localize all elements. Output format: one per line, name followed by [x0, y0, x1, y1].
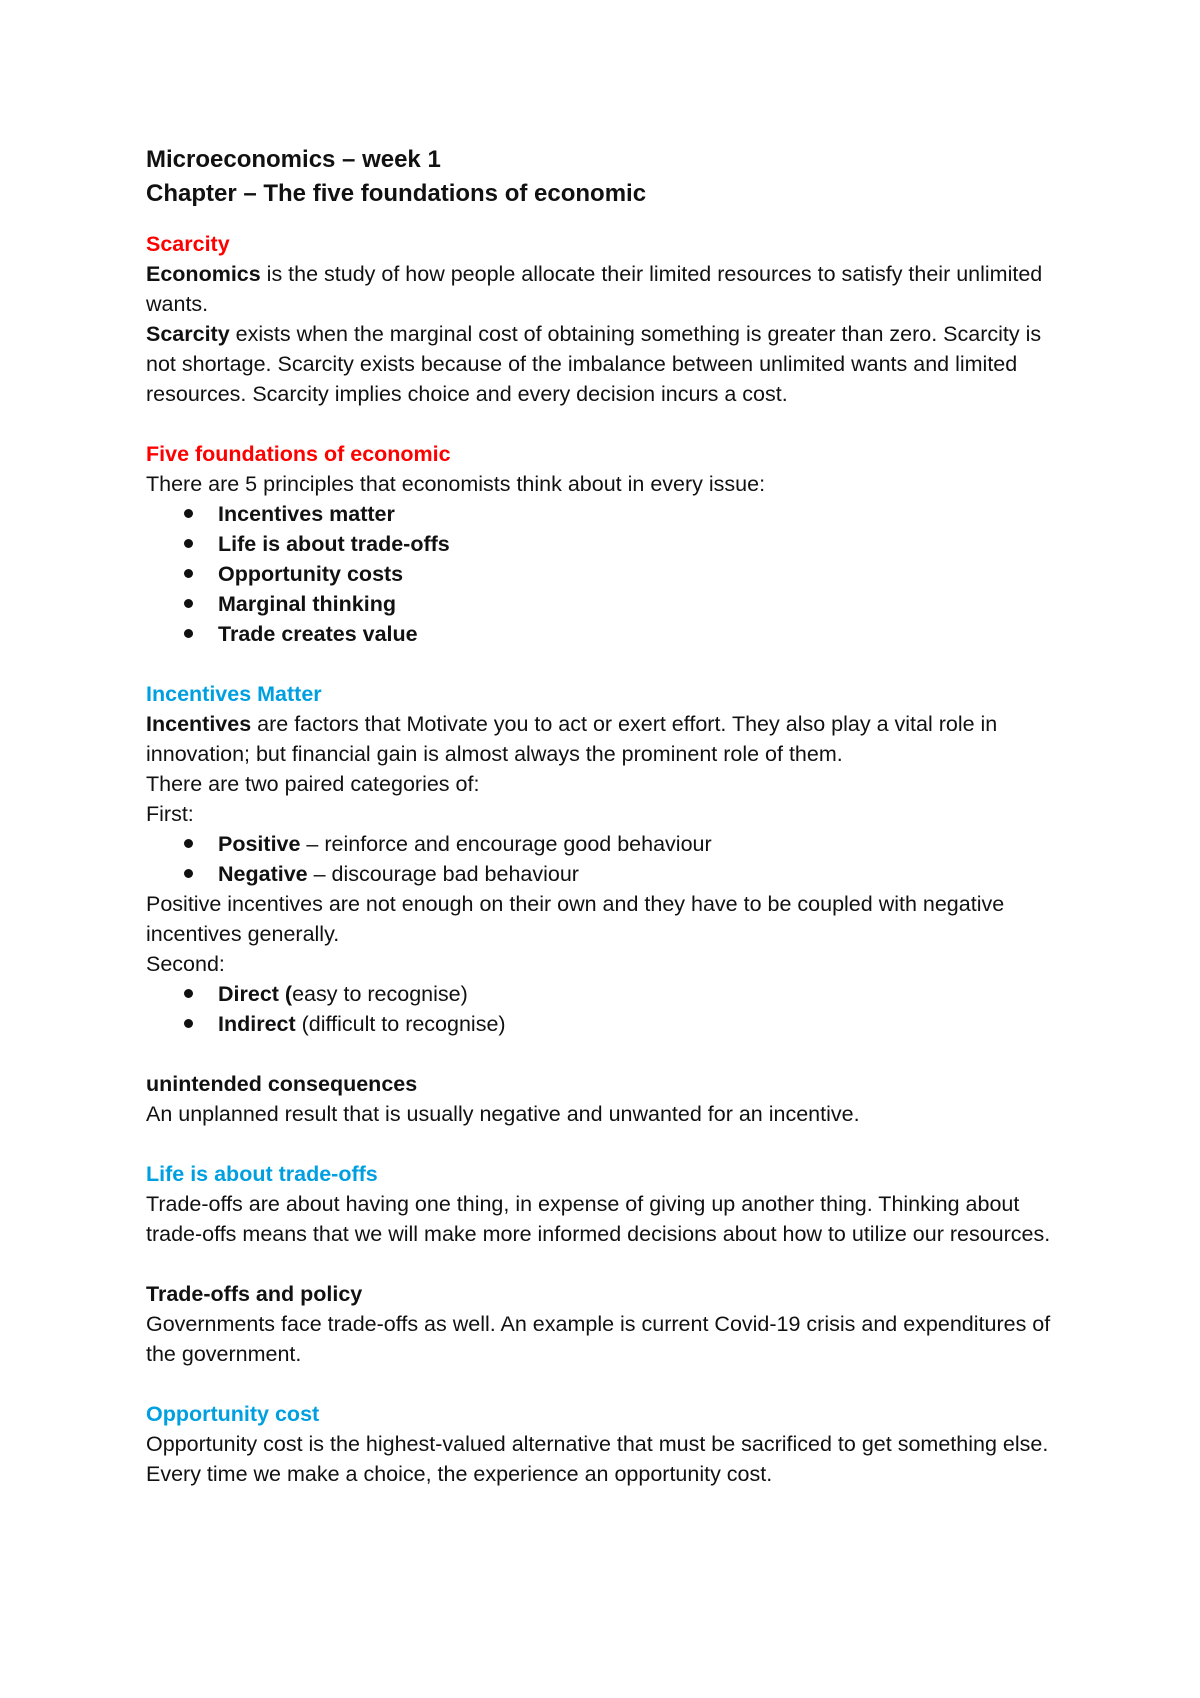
- bullet-icon: [184, 539, 193, 548]
- second-label: Second:: [146, 952, 225, 976]
- scarcity-paragraph-2-text: exists when the marginal cost of obtaining something is greater than zero. Scarcity is not shortage. Scarcity exists because of the imbalance between unlimited wants and limited resources. Scarcity implies choice and every decision incurs a cost.: [146, 322, 1042, 406]
- second-category-list: [146, 979, 1066, 1039]
- policy-heading: Trade-offs and policy: [146, 1282, 363, 1306]
- term-incentives: Incentives: [146, 712, 252, 736]
- list-item-text: – reinforce and encourage good behaviour: [300, 832, 712, 856]
- list-item-text: Life is about trade-offs: [218, 532, 450, 556]
- bullet-icon: [184, 989, 193, 998]
- list-item: [218, 529, 1066, 559]
- scarcity-paragraph-1: [146, 259, 1066, 319]
- unintended-paragraph: An unplanned result that is usually negative and unwanted for an incentive.: [146, 1102, 860, 1126]
- list-item-text: Opportunity costs: [218, 562, 404, 586]
- opportunity-paragraph: Opportunity cost is the highest-valued alternative that must be sacrificed to get something else. Every time we make a choice, the experience an opportunity cost.: [146, 1432, 1049, 1486]
- list-item-text: Trade creates value: [218, 622, 418, 646]
- tradeoffs-heading: Life is about trade-offs: [146, 1162, 378, 1186]
- document-title: Microeconomics – week 1: [146, 146, 441, 173]
- foundations-intro: There are 5 principles that economists think about in every issue:: [146, 472, 766, 496]
- list-item: [218, 859, 1066, 889]
- policy-paragraph: Governments face trade-offs as well. An example is current Covid-19 crisis and expenditures of the government.: [146, 1312, 1051, 1366]
- chapter-title: Chapter – The five foundations of economic: [146, 180, 647, 207]
- bullet-icon: [184, 869, 193, 878]
- scarcity-heading: Scarcity: [146, 232, 230, 256]
- unintended-heading: unintended consequences: [146, 1072, 418, 1096]
- tradeoffs-paragraph: Trade-offs are about having one thing, in expense of giving up another thing. Thinking about trade-offs means that we will make more informed decisions about how to utilize our resources.: [146, 1192, 1051, 1246]
- foundations-list: [146, 499, 1066, 649]
- bullet-icon: [184, 509, 193, 518]
- incentives-paragraph-1: [146, 709, 1066, 769]
- list-item: [218, 559, 1066, 589]
- incentives-paragraph-2: There are two paired categories of:: [146, 772, 480, 796]
- term-economics: Economics: [146, 262, 261, 286]
- list-item-term: Negative: [218, 862, 308, 886]
- list-item-term: Indirect: [218, 1012, 296, 1036]
- scarcity-paragraph-2: [146, 319, 1066, 409]
- list-item-text: easy to recognise): [292, 982, 468, 1006]
- scarcity-paragraph-1-text: is the study of how people allocate their limited resources to satisfy their unlimited wants.: [146, 262, 1043, 316]
- incentives-heading: Incentives Matter: [146, 682, 322, 706]
- list-item: [218, 1009, 1066, 1039]
- incentives-paragraph-3: Positive incentives are not enough on their own and they have to be coupled with negative incentives generally.: [146, 892, 1005, 946]
- list-item-text: Marginal thinking: [218, 592, 396, 616]
- first-category-list: [146, 829, 1066, 889]
- list-item: [218, 499, 1066, 529]
- list-item-text: (difficult to recognise): [295, 1012, 506, 1036]
- list-item: [218, 829, 1066, 859]
- bullet-icon: [184, 599, 193, 608]
- bullet-icon: [184, 839, 193, 848]
- list-item-term: Direct (: [218, 982, 293, 1006]
- incentives-paragraph-1-text: are factors that Motivate you to act or exert effort. They also play a vital role in innovation; but financial gain is almost always the prominent role of them.: [146, 712, 998, 766]
- opportunity-heading: Opportunity cost: [146, 1402, 320, 1426]
- list-item-text: Incentives matter: [218, 502, 395, 526]
- list-item: [218, 619, 1066, 649]
- term-scarcity: Scarcity: [146, 322, 230, 346]
- list-item-text: – discourage bad behaviour: [307, 862, 579, 886]
- document-page: [146, 143, 1066, 1489]
- foundations-heading: Five foundations of economic: [146, 442, 451, 466]
- list-item: [218, 979, 1066, 1009]
- bullet-icon: [184, 569, 193, 578]
- bullet-icon: [184, 629, 193, 638]
- first-label: First:: [146, 802, 194, 826]
- bullet-icon: [184, 1019, 193, 1028]
- list-item: [218, 589, 1066, 619]
- list-item-term: Positive: [218, 832, 301, 856]
